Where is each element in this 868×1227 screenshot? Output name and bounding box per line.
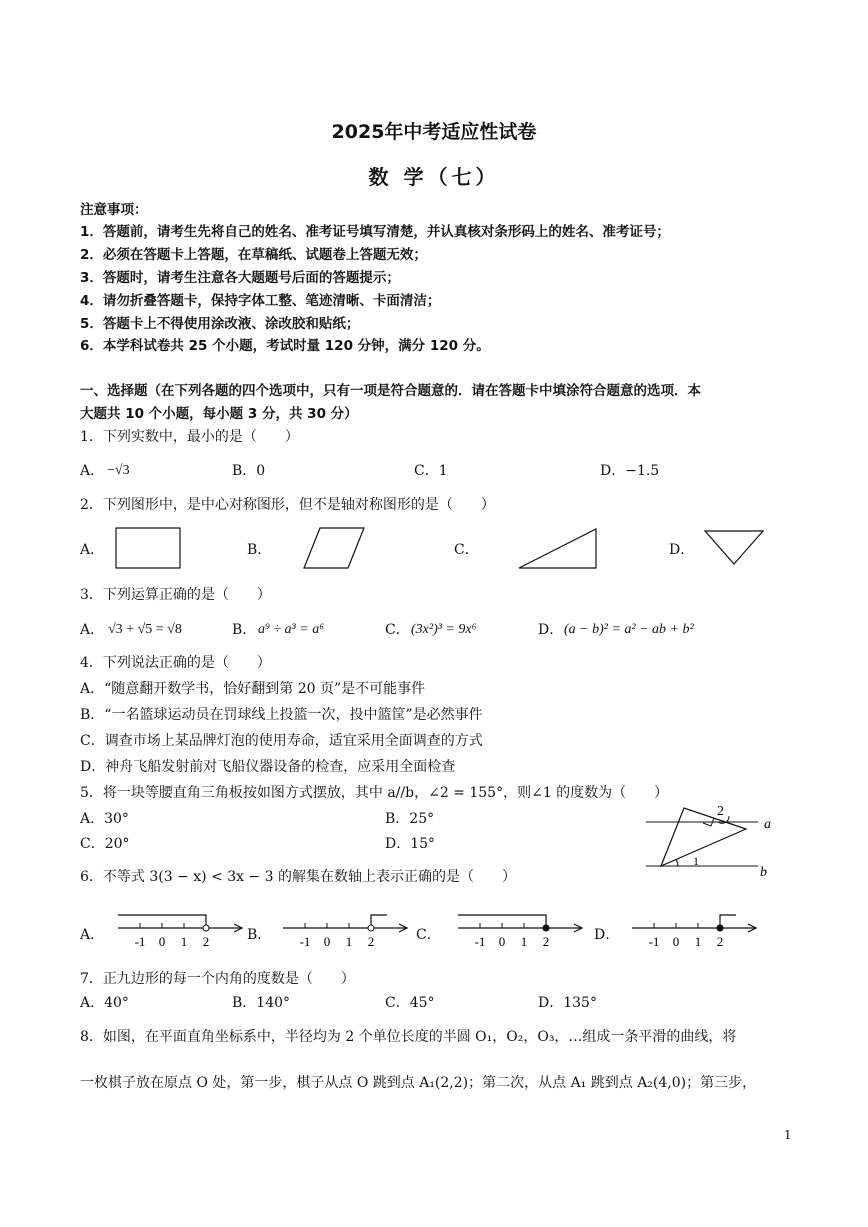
tick-label: 1 [345, 934, 353, 949]
tick-label: 1 [520, 934, 528, 949]
tick-label: -1 [474, 934, 486, 949]
q6-number-lines [0, 900, 868, 960]
q2-option-b: B． [247, 542, 272, 558]
angle-1-arc [676, 859, 678, 866]
q5-figure [640, 798, 780, 882]
tick-label: 1 [694, 934, 702, 949]
q5-option-d: D．15° [385, 836, 436, 852]
exam-subject: 数 学（七） [368, 165, 500, 189]
q4-option-d: D．神舟飞船发射前对飞船仪器设备的检查，应采用全面检查 [80, 759, 456, 775]
q3-option-b-label: B． [232, 622, 257, 638]
tick-label: 2 [202, 934, 210, 949]
q8-text-line2: 一枚棋子放在原点 O 处，第一步，棋子从点 O 跳到点 A₁(2,2)；第二次，从点 A₁ 跳到点 A₂(4,0)；第三步， [80, 1075, 757, 1091]
q1-stem: 1．下列实数中，最小的是（ ） [80, 429, 299, 445]
q4-stem: 4．下列说法正确的是（ ） [80, 655, 271, 671]
q3-option-a-label: A． [80, 622, 105, 638]
q3-stem: 3．下列运算正确的是（ ） [80, 587, 271, 603]
angle-1-label: 1 [693, 854, 699, 868]
q7-option-d: D．135° [538, 995, 597, 1011]
q6-option-a: A． [80, 927, 105, 943]
tick-label: 0 [323, 934, 331, 949]
tick-label: 1 [180, 934, 188, 949]
closed-endpoint [543, 925, 549, 931]
parallelogram-shape [304, 528, 364, 568]
tick-label: 0 [158, 934, 166, 949]
q2-option-c: C． [454, 542, 479, 558]
q6-option-d: D． [594, 927, 620, 943]
q4-option-c: C．调查市场上某品牌灯泡的使用寿命，适宜采用全面调查的方式 [80, 733, 483, 749]
q3-option-c-label: C． [385, 622, 410, 638]
tick-label: -1 [648, 934, 660, 949]
q6-option-b: B． [247, 927, 272, 943]
q3-option-a: √3 + √5 = √8 [108, 622, 182, 637]
q5-option-b: B．25° [385, 811, 435, 827]
tick-label: 2 [542, 934, 550, 949]
q2-option-d: D． [669, 542, 695, 558]
tick-label: 2 [716, 934, 724, 949]
q4-option-b: B．“一名篮球运动员在罚球线上投篮一次，投中篮筐”是必然事件 [80, 707, 483, 723]
q6-stem: 6．不等式 3(3 − x) < 3x − 3 的解集在数轴上表示正确的是（ ） [80, 869, 517, 885]
q2-stem: 2．下列图形中，是中心对称图形，但不是轴对称图形的是（ ） [80, 497, 495, 513]
q7-option-a: A．40° [80, 995, 129, 1011]
q3-option-b: a⁹ ÷ a³ = a⁶ [258, 622, 325, 637]
q3-option-c: (3x²)³ = 9x⁶ [411, 622, 477, 637]
angle-2-label: 2 [717, 804, 724, 819]
exam-title: 2025年中考适应性试卷 [331, 121, 537, 143]
q5-stem: 5．将一块等腰直角三角板按如图方式摆放，其中 a//b，∠2 = 155°，则∠1 的度数为（ ） [80, 785, 669, 801]
notice-heading: 注意事项： [80, 202, 148, 218]
section-heading-cont: 大题共 10 个小题，每小题 3 分，共 30 分） [80, 406, 358, 422]
closed-endpoint [717, 925, 723, 931]
q1-option-a-label: A． [80, 463, 105, 479]
notice-item: 5．答题卡上不得使用涂改液、涂改胶和贴纸； [80, 316, 360, 332]
q4-option-a: A．“随意翻开数学书，恰好翻到第 20 页”是不可能事件 [80, 681, 426, 697]
q7-stem: 7．正九边形的每一个内角的度数是（ ） [80, 971, 355, 987]
notice-item: 2．必须在答题卡上答题，在草稿纸、试题卷上答题无效； [80, 247, 427, 263]
page-number: 1 [784, 1128, 792, 1142]
q6-option-c: C． [416, 927, 441, 943]
number-line-b [283, 915, 407, 949]
tick-label: 0 [498, 934, 506, 949]
set-square-triangle [661, 808, 746, 866]
notice-item: 4．请勿折叠答题卡，保持字体工整、笔迹清晰、卡面清洁； [80, 293, 441, 309]
q3-option-d-label: D． [538, 622, 564, 638]
number-line-a [118, 915, 242, 949]
tick-label: 0 [672, 934, 680, 949]
tick-label: -1 [299, 934, 311, 949]
number-line-c [458, 915, 582, 949]
q7-option-b: B．140° [232, 995, 291, 1011]
open-endpoint [368, 925, 374, 931]
notice-item: 1．答题前，请考生先将自己的姓名、准考证号填写清楚，并认真核对条形码上的姓名、准考证号； [80, 224, 670, 240]
q1-option-a-value: −√3 [107, 463, 130, 478]
q3-option-d: (a − b)² = a² − ab + b² [564, 622, 694, 637]
number-line-d [632, 915, 756, 949]
right-triangle-shape [519, 529, 596, 568]
q1-option-c: C．1 [414, 463, 448, 479]
q1-option-d: D．−1.5 [600, 463, 660, 479]
q7-option-c: C．45° [385, 995, 435, 1011]
rectangle-shape [116, 528, 180, 568]
line-a-label: a [764, 817, 771, 832]
section-heading: 一、选择题（在下列各题的四个选项中，只有一项是符合题意的．请在答题卡中填涂符合题意的选项．本 [80, 383, 701, 399]
q1-option-b: B．0 [232, 463, 266, 479]
line-b-label: b [760, 865, 767, 880]
tick-label: 2 [367, 934, 375, 949]
open-endpoint [203, 925, 209, 931]
notice-item: 6．本学科试卷共 25 个小题，考试时量 120 分钟，满分 120 分。 [80, 338, 490, 354]
tick-label: -1 [134, 934, 146, 949]
q5-option-c: C．20° [80, 836, 130, 852]
q2-figures [0, 520, 868, 580]
q2-option-a: A． [80, 542, 105, 558]
inverted-triangle-shape [705, 531, 763, 564]
notice-item: 3．答题时，请考生注意各大题题号后面的答题提示； [80, 270, 400, 286]
q8-text-line1: 8．如图，在平面直角坐标系中，半径均为 2 个单位长度的半圆 O₁，O₂，O₃，…组成一条平滑的曲线，将 [80, 1029, 737, 1045]
q5-option-a: A．30° [80, 811, 129, 827]
